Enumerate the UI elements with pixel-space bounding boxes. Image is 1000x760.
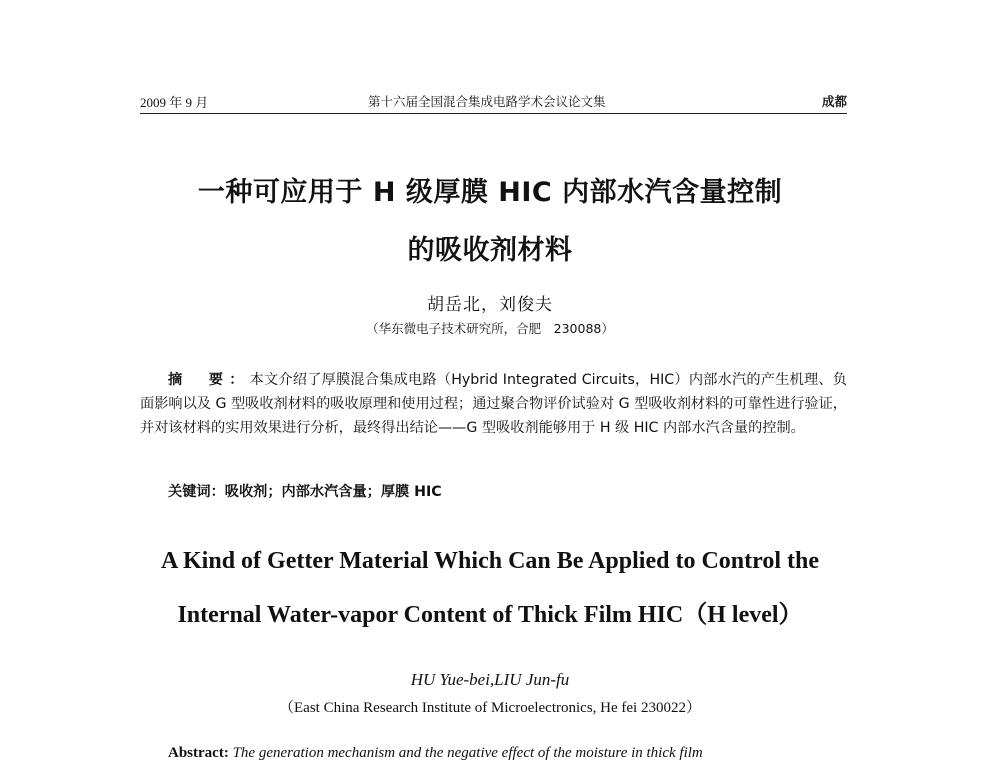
- chinese-keywords-label: 关键词：: [168, 484, 225, 500]
- chinese-affiliation: （华东微电子技术研究所，合肥 230088）: [366, 321, 614, 336]
- running-head: [140, 92, 847, 114]
- chinese-keywords-text: 吸收剂；内部水汽含量；厚膜 HIC: [224, 484, 442, 500]
- chinese-abstract-text: 本文介绍了厚膜混合集成电路（Hybrid Integrated Circuits，HIC）内部水汽的产生机理、负面影响以及 G 型吸收剂材料的吸收原理和使用过程；通过聚合物评价试验对 G 型吸收剂材料的可靠性进行验证，并对该材料的实用效果进行分析，最终得出结论——G 型吸收剂能够用于 H 级 HIC 内部水汽含量的控制。: [140, 372, 847, 436]
- english-affiliation: （East China Research Institute of Microelectronics, He fei 230022）: [279, 700, 701, 716]
- english-authors: HU Yue-bei,LIU Jun-fu: [410, 670, 570, 689]
- running-head-location: 成都: [821, 94, 847, 109]
- header-rule: [140, 113, 847, 114]
- chinese-title-line-1: 一种可应用于 H 级厚膜 HIC 内部水汽含量控制: [197, 177, 783, 208]
- english-title-line-1: A Kind of Getter Material Which Can Be Applied to Control the: [161, 548, 819, 574]
- running-head-proceedings: 第十六届全国混合集成电路学术会议论文集: [368, 94, 606, 109]
- chinese-keywords: [140, 481, 847, 501]
- english-abstract-label: Abstract:: [168, 745, 229, 760]
- english-title-line-2: Internal Water-vapor Content of Thick Film HIC（H level）: [177, 602, 803, 628]
- chinese-abstract-label: 摘 要：: [168, 372, 250, 388]
- running-head-date: 2009 年 9 月: [140, 95, 209, 110]
- chinese-abstract: [140, 368, 847, 440]
- english-abstract-start: [168, 745, 858, 760]
- chinese-authors: 胡岳北，刘俊夫: [427, 295, 553, 315]
- english-abstract-text: The generation mechanism and the negative effect of the moisture in thick film: [232, 745, 703, 760]
- chinese-title-line-2: 的吸收剂材料: [407, 235, 573, 266]
